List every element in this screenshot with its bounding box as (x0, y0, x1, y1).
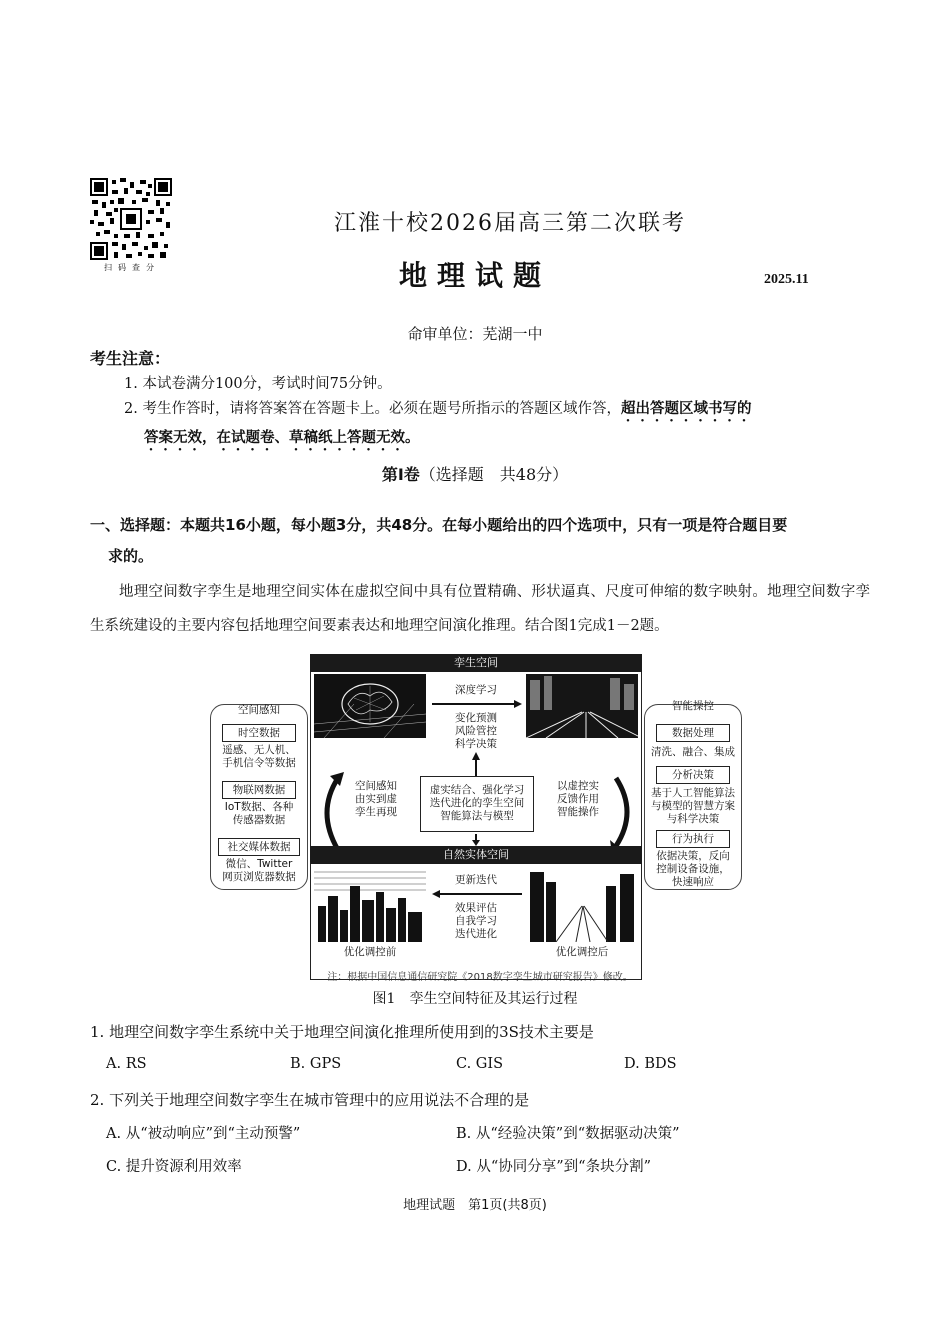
left-desc-3 (210, 858, 308, 884)
bottom-center-1: 效果评估 (455, 902, 497, 914)
arrow-left-icon (432, 890, 522, 898)
left-desc-2a: IoT数据、各种 (224, 801, 294, 813)
setter-unit: 命审单位：芜湖一中 (407, 325, 543, 343)
part-title (0, 462, 950, 485)
right-cycle-3: 智能操作 (557, 806, 599, 818)
part-title-rest: （选择题 共48分） (419, 465, 569, 484)
left-label-2: 物联网数据 (222, 781, 296, 799)
right-desc-3b: 控制设备设施， (656, 863, 730, 875)
center-box-3: 智能算法与模型 (440, 810, 514, 822)
left-desc-1a: 遥感、无人机、 (222, 744, 296, 756)
right-desc-3a: 依据决策，反向 (656, 850, 730, 862)
reading-passage: 地理空间数字孪生是地理空间实体在虚拟空间中具有位置精确、形状逼真、尺度可伸缩的数字映射。地理空间数字孪生系统建设的主要内容包括地理空间要素表达和地理空间演化推理。结合图1完成1－2题。 (90, 584, 870, 634)
exam-date: 2025.11 (764, 272, 809, 287)
question-2-option-a[interactable]: A. 从“被动响应”到“主动预警” (106, 1126, 301, 1142)
section-intro (90, 510, 870, 572)
left-desc-1 (210, 744, 308, 770)
left-desc-2 (210, 801, 308, 827)
right-desc-1: 清洗、融合、集成 (651, 746, 735, 758)
right-desc-2c: 与科学决策 (666, 813, 720, 825)
bottom-center-text (426, 902, 526, 941)
left-label-1: 时空数据 (222, 724, 296, 742)
deep-learning-label: 深度学习 (455, 684, 497, 696)
section-intro-line1: 一、选择题：本题共16小题，每小题3分，共48分。在每小题给出的四个选项中，只有一项是符合题目要 (90, 516, 788, 534)
figure-caption: 图1 孪生空间特征及其运行过程 (372, 991, 578, 1007)
left-desc-3b: 网页浏览器数据 (222, 871, 296, 883)
question-1-option-d[interactable]: D. BDS (624, 1056, 677, 1072)
right-panel-title: 智能操控 (672, 700, 714, 712)
right-label-2: 分析决策 (656, 766, 730, 784)
right-cycle-2: 反馈作用 (557, 793, 599, 805)
after-label: 优化调控后 (555, 946, 609, 958)
right-desc-2 (644, 787, 742, 826)
city-before-image (314, 866, 426, 942)
left-cycle-1: 空间感知 (355, 780, 397, 792)
subject-title: 地理试题 (398, 259, 551, 292)
left-cycle-text (340, 780, 412, 819)
city-after-image (526, 866, 638, 942)
center-box-2: 迭代进化的孪生空间 (429, 797, 525, 809)
notice-item-2-text: 2. 考生作答时，请将答案答在答题卡上。必须在题号所指示的答题区域作答， (124, 401, 621, 417)
bottom-center-3: 迭代进化 (455, 928, 497, 940)
arrow-down-icon (472, 834, 480, 846)
notice-emphasis-a: 超出答题区域书写的 (620, 401, 752, 417)
question-2-stem: 2. 下列关于地理空间数字孪生在城市管理中的应用说法不合理的是 (90, 1091, 530, 1109)
right-desc-3 (644, 850, 742, 889)
right-cycle-1: 以虚控实 (557, 780, 599, 792)
top-center-text (426, 712, 526, 751)
exam-title: 江淮十校2026届高三第二次联考 (334, 211, 686, 236)
notice-item-2 (124, 396, 864, 454)
arrow-up-icon (472, 752, 480, 778)
qr-caption: 扫码查分 (104, 263, 160, 272)
figure-note: 注：根据中国信息通信研究院《2018数字孪生城市研究报告》修改。 (327, 972, 633, 983)
right-desc-2b: 与模型的智慧方案 (651, 800, 735, 812)
part-title-bold: 第Ⅰ卷 (381, 465, 420, 484)
page-footer: 地理试题 第1页(共8页) (403, 1198, 547, 1213)
right-label-1: 数据处理 (656, 724, 730, 742)
update-iter-label: 更新迭代 (455, 874, 497, 886)
question-2-option-d[interactable]: D. 从“协同分享”到“条块分割” (456, 1159, 651, 1175)
right-cycle-text (542, 780, 614, 819)
left-cycle-2: 由实到虚 (355, 793, 397, 805)
question-1-option-a[interactable]: A. RS (106, 1056, 147, 1072)
twin-space-bar: 孪生空间 (310, 654, 642, 672)
left-panel-title: 空间感知 (238, 704, 280, 716)
before-label: 优化调控前 (343, 946, 397, 958)
left-desc-1b: 手机信令等数据 (222, 757, 296, 769)
cycle-arrow-right-icon (610, 770, 640, 854)
notice-item-1: 1. 本试卷满分100分，考试时间75分钟。 (124, 376, 392, 392)
left-desc-2b: 传感器数据 (232, 814, 286, 826)
brain-image (314, 674, 426, 738)
top-center-1: 变化预测 (455, 712, 497, 724)
question-2-option-c[interactable]: C. 提升资源利用效率 (106, 1159, 242, 1175)
natural-space-bar: 自然实体空间 (310, 846, 642, 864)
top-center-3: 科学决策 (455, 738, 497, 750)
figure-digital-twin (210, 652, 742, 982)
left-label-3: 社交媒体数据 (218, 838, 300, 856)
city-lights-image (526, 674, 638, 738)
right-label-3: 行为执行 (656, 830, 730, 848)
question-1-stem: 1. 地理空间数字孪生系统中关于地理空间演化推理所使用到的3S技术主要是 (90, 1023, 594, 1041)
notice-emphasis-b: 答案无效，在试题卷、草稿纸上答题无效。 (144, 430, 420, 446)
question-2-option-b[interactable]: B. 从“经验决策”到“数据驱动决策” (456, 1126, 680, 1142)
center-box-text (420, 784, 534, 823)
question-1-option-b[interactable]: B. GPS (290, 1056, 342, 1072)
right-desc-2a: 基于人工智能算法 (651, 787, 735, 799)
right-desc-3c: 快速响应 (672, 876, 714, 888)
question-1-option-c[interactable]: C. GIS (456, 1056, 504, 1072)
arrow-right-icon (432, 700, 522, 708)
left-cycle-3: 孪生再现 (355, 806, 397, 818)
center-box-1: 虚实结合、强化学习 (429, 784, 525, 796)
left-desc-3a: 微信、Twitter (225, 858, 293, 870)
section-intro-line2: 求的。 (108, 547, 154, 565)
top-center-2: 风险管控 (455, 725, 497, 737)
bottom-center-2: 自我学习 (455, 915, 497, 927)
notice-heading: 考生注意： (90, 349, 171, 368)
